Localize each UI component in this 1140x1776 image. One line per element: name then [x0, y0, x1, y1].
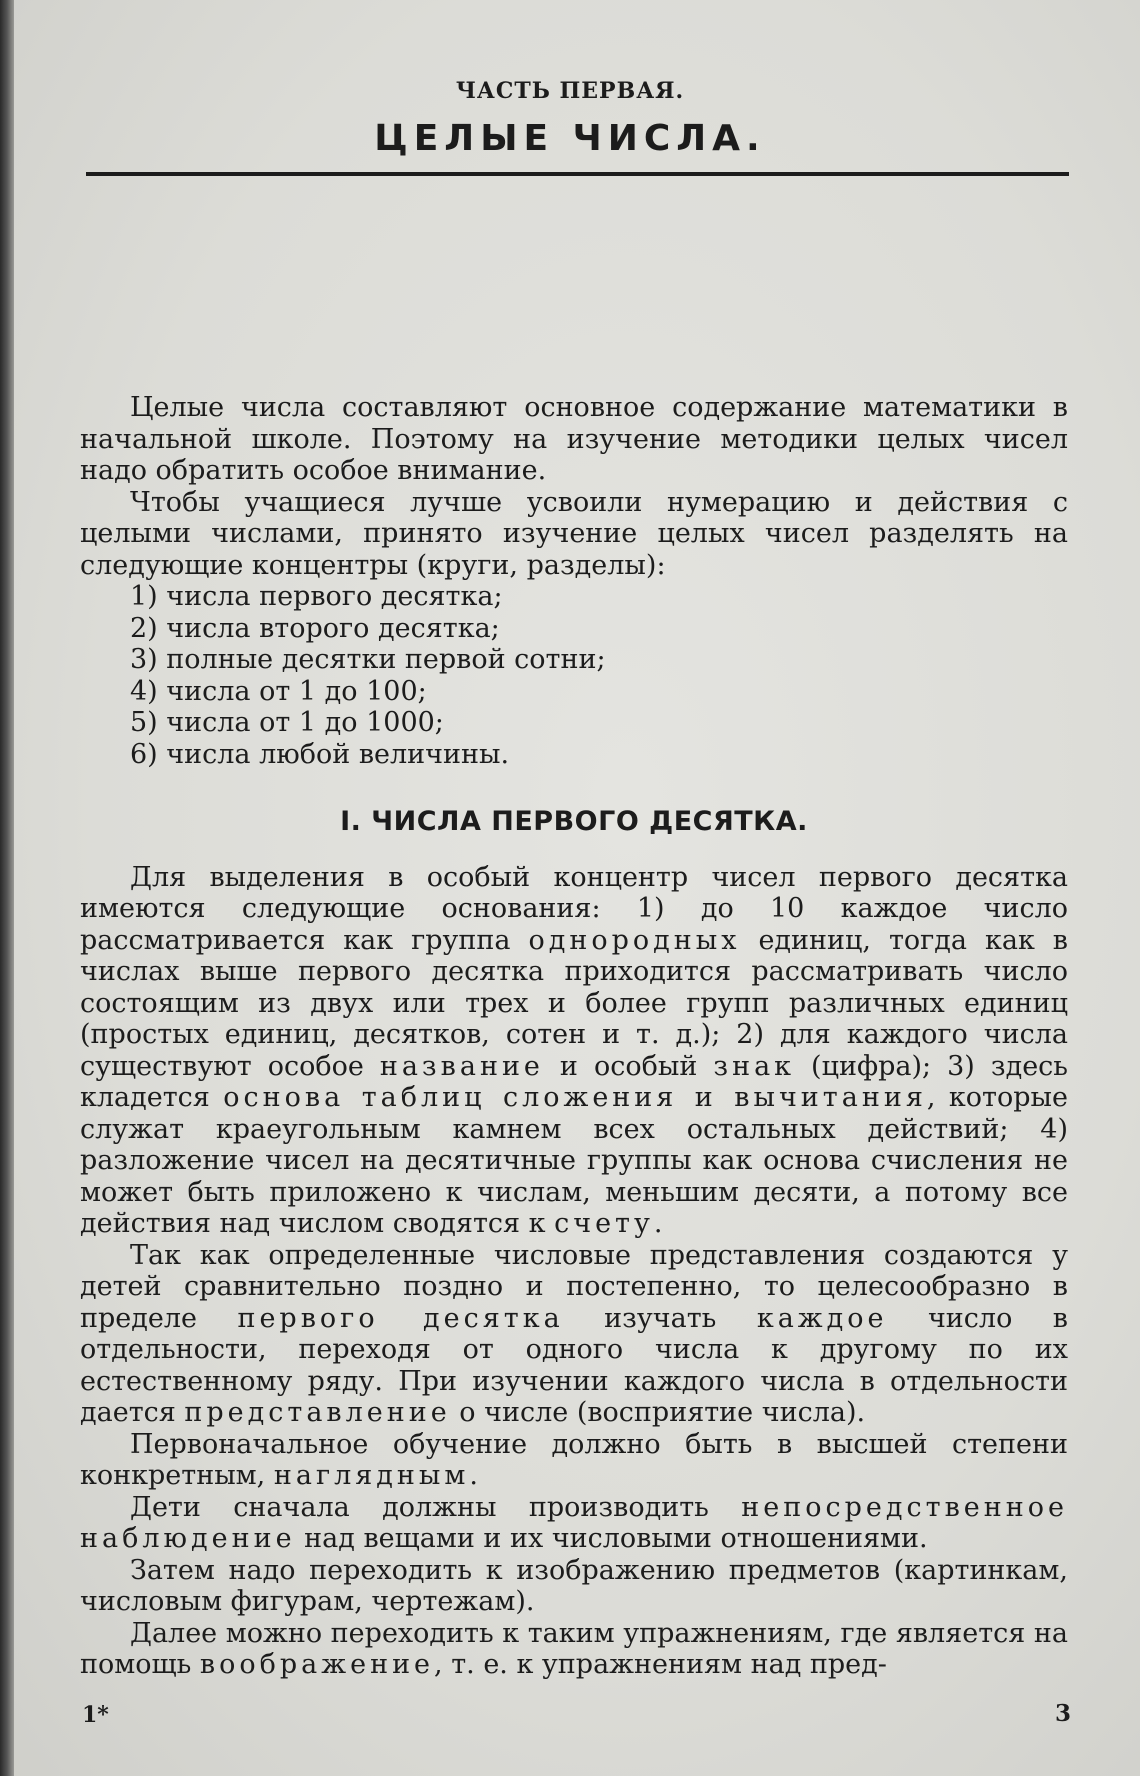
spaced-emphasis: однородных [528, 924, 741, 956]
page-number: 3 [1055, 1700, 1072, 1727]
section-paragraph-1 [80, 862, 1068, 1240]
section-paragraph-6 [80, 1618, 1068, 1681]
page-body [80, 392, 1068, 1681]
text-run: изучать [563, 1302, 757, 1334]
text-run: Далее можно переходить к таким упражнениям, где является на помощь [80, 1617, 1068, 1680]
list-item: 3) полные десятки первой сотни; [130, 644, 606, 675]
text-run: Для выделения в особый концентр чисел первого десятка имеются следующие основания: 1) до 10 каждое число рассматривается как группа [80, 861, 1068, 956]
list-item: 2) числа второго десятка; [130, 612, 500, 644]
text-run: Первоначальное обучение должно быть в высшей степени конкретным, [80, 1428, 1068, 1491]
text-run: . [653, 1208, 663, 1239]
part-title: ЦЕЛЫЕ ЧИСЛА. [374, 118, 766, 159]
text-run: число в отдельности, переходя от одного числа к другому по их естественному ряду. При изучении каждого числа в отдельности дается [80, 1302, 1068, 1428]
list-item: 6) числа любой величины. [130, 738, 510, 770]
text-run: и особый [543, 1050, 714, 1082]
section-paragraph-3 [80, 1429, 1068, 1492]
title-rule [86, 172, 1069, 176]
intro-paragraph-2: Чтобы учащиеся лучше усвоили нумерацию и действия с целыми числами, принято изучение целых чисел разделять на следующие концентры (круги, разделы): [80, 486, 1068, 581]
text-run: единиц, тогда как в числах выше первого десятка приходится рассматривать число состоящим из двух или трех и более групп различных единиц (простых единиц, десятков, сотен и т. д.); 2) для каждого числа существуют особое [80, 924, 1068, 1082]
part-label: ЧАСТЬ ПЕРВАЯ. [455, 78, 685, 104]
spaced-emphasis: знак [713, 1050, 796, 1082]
spaced-emphasis: основа таблиц сложения и вычитания [223, 1082, 927, 1113]
text-run: (цифра); 3) здесь кладется [80, 1050, 1068, 1113]
spaced-emphasis: воображение [199, 1649, 435, 1680]
list-item: 5) числа от 1 до 1000; [130, 707, 444, 738]
spaced-emphasis: первого десятка [237, 1302, 564, 1334]
text-run: . [469, 1460, 478, 1491]
text-run: Дети сначала должны производить [130, 1491, 742, 1523]
section-paragraph-2 [80, 1240, 1068, 1429]
list-item: 4) числа от 1 до 100; [130, 675, 427, 707]
text-run: , т. е. к упражнениям над пред- [434, 1649, 887, 1680]
spaced-emphasis: счету [554, 1208, 654, 1239]
signature-mark: 1* [82, 1702, 109, 1728]
spaced-emphasis: непосредственное наблюдение [80, 1491, 1068, 1554]
spaced-emphasis: представление [184, 1397, 451, 1428]
concentre-list [80, 581, 1068, 770]
spaced-emphasis: каждое [756, 1302, 888, 1334]
section-paragraph-4 [80, 1492, 1068, 1555]
spaced-emphasis: наглядным [273, 1460, 470, 1491]
text-run: Так как определенные числовые представления создаются у детей сравнительно поздно и постепенно, то целесообразно в пределе [80, 1239, 1068, 1334]
spaced-emphasis: название [379, 1050, 544, 1082]
section-paragraph-5: Затем надо переходить к изображению предметов (картинкам, числовым фигурам, чертежам). [80, 1554, 1068, 1617]
section-heading: I. ЧИСЛА ПЕРВОГО ДЕСЯТКА. [340, 806, 808, 837]
list-item: 1) числа первого десятка; [130, 581, 503, 612]
intro-paragraph-1: Целые числа составляют основное содержание математики в начальной школе. Поэтому на изучение методики целых чисел надо обратить особое внимание. [80, 392, 1068, 486]
text-run: , которые служат краеугольным камнем всех остальных действий; 4) разложение чисел на десятичные группы как основа счисления не может быть приложено к числам, меньшим десяти, а потому все действия над числом сводятся к [80, 1082, 1069, 1239]
text-run: над вещами и их числовыми отношениями. [295, 1523, 928, 1554]
text-run: о числе (восприятие числа). [450, 1397, 866, 1428]
book-binding-edge [0, 0, 14, 1776]
